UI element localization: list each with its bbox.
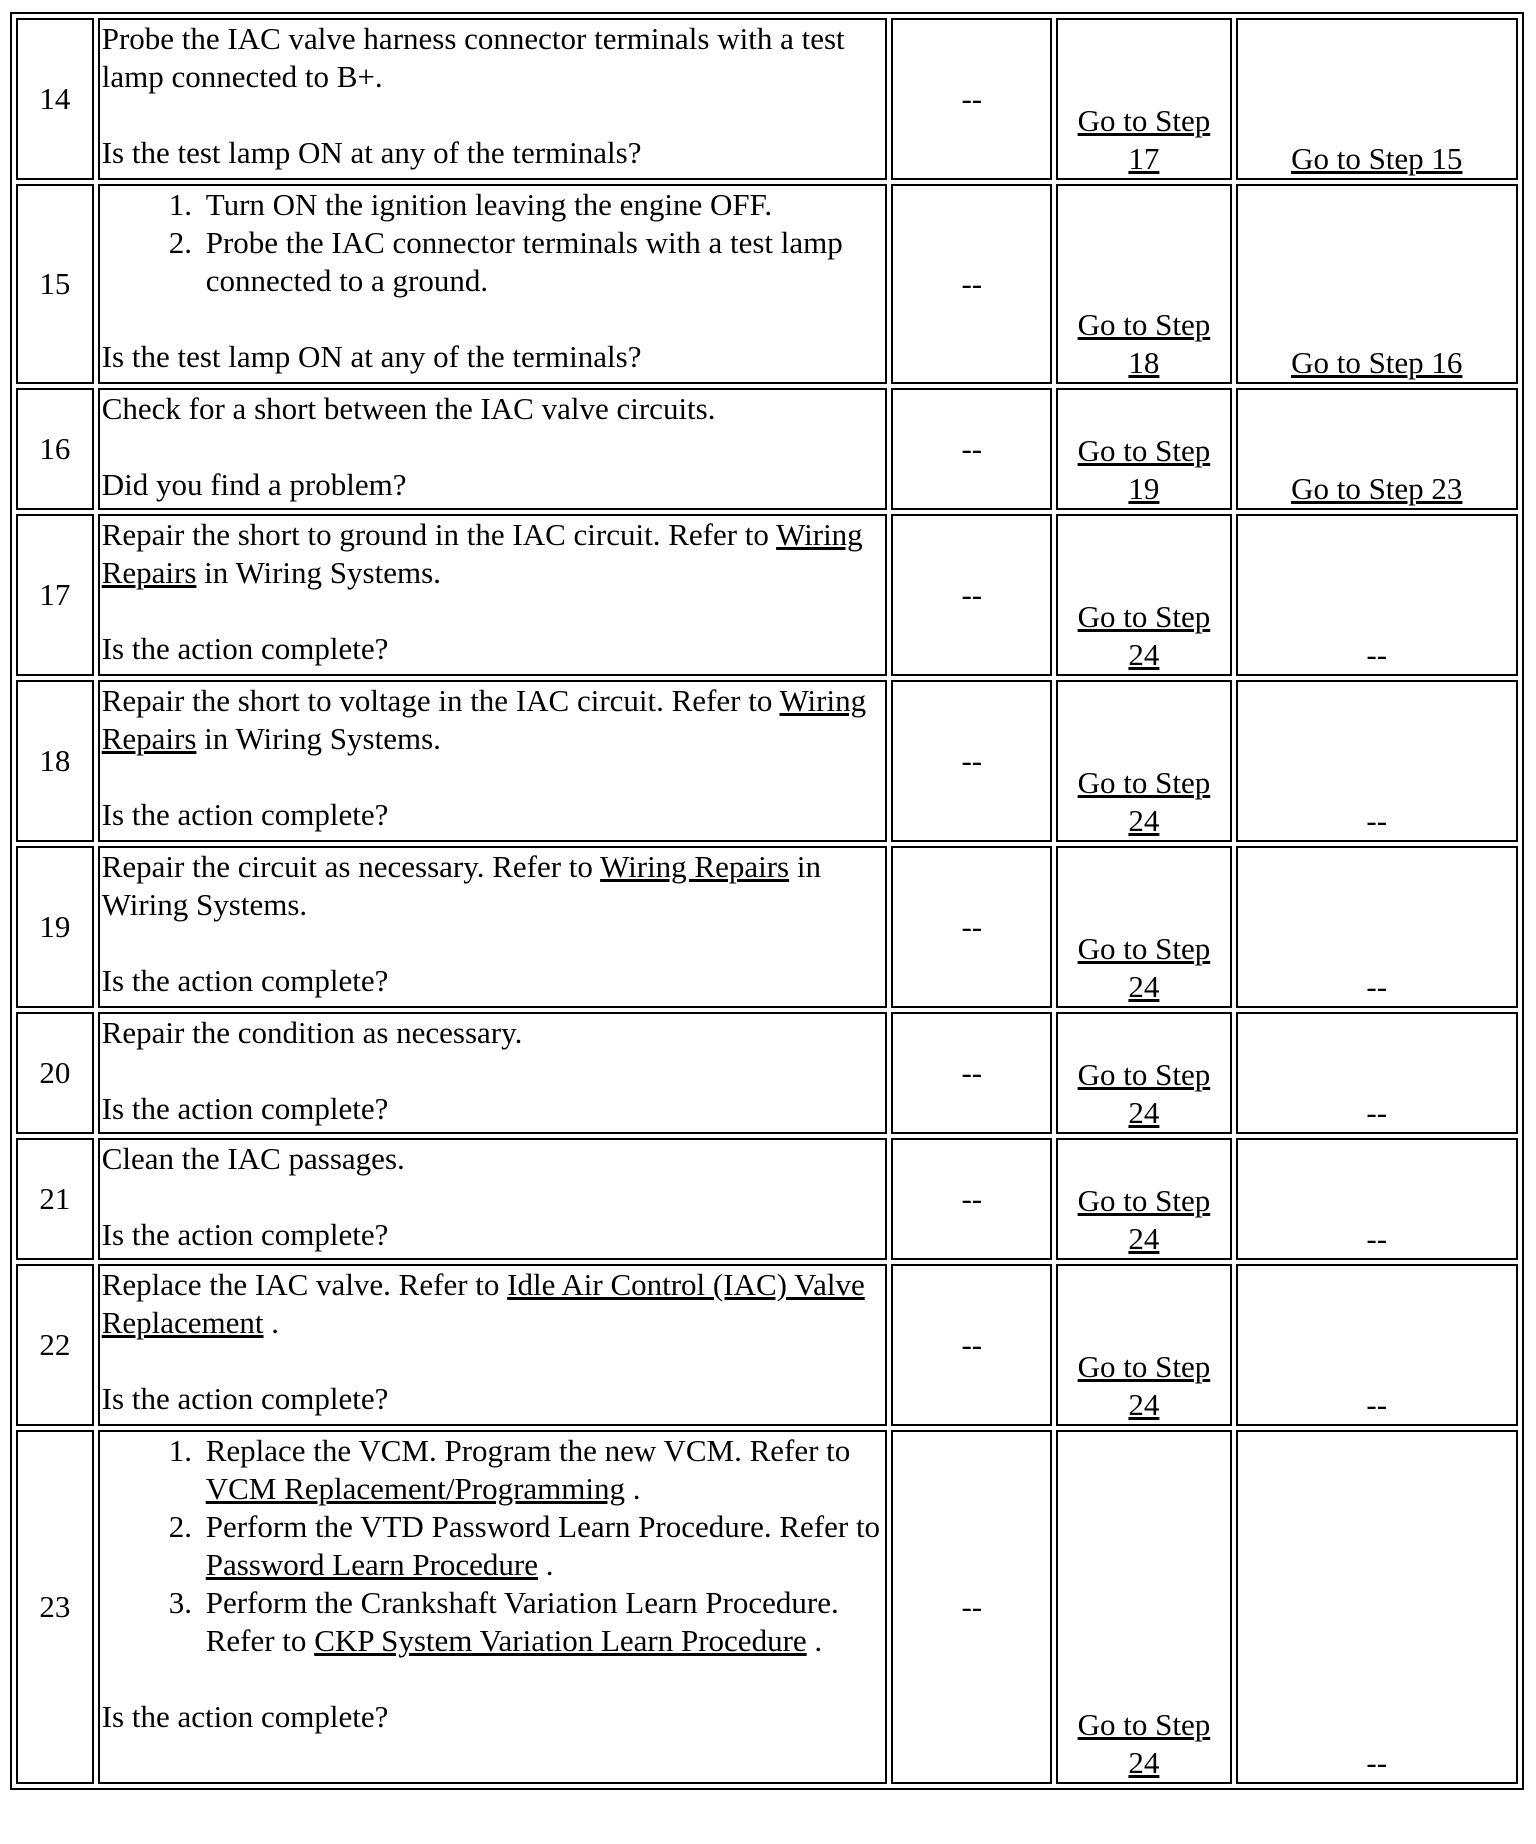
question-text: Is the action complete? <box>101 797 389 832</box>
question-text: Did you find a problem? <box>101 467 407 502</box>
list-item: 2. Probe the IAC connector terminals with a test lamp connected to a ground. <box>200 224 884 300</box>
yes-cell <box>1056 18 1231 180</box>
action-cell <box>98 388 888 510</box>
yes-cell <box>1056 514 1231 676</box>
action-cell <box>98 1264 888 1426</box>
table-row <box>16 18 1518 180</box>
question-text: Is the test lamp ON at any of the terminals? <box>101 135 642 170</box>
yes-link[interactable]: Go to Step 24 <box>1077 931 1211 1004</box>
no-cell: -- <box>1236 1138 1518 1260</box>
yes-cell <box>1056 184 1231 384</box>
question-text: Is the action complete? <box>101 1381 389 1416</box>
wiring-repairs-link[interactable]: Wiring Repairs <box>101 517 863 590</box>
step-number: 21 <box>16 1138 94 1260</box>
wiring-repairs-link[interactable]: Wiring Repairs <box>101 683 867 756</box>
yes-link[interactable]: Go to Step 17 <box>1077 103 1211 176</box>
yes-link[interactable]: Go to Step 24 <box>1077 1349 1211 1422</box>
action-list <box>102 1432 884 1660</box>
no-link[interactable]: Go to Step 16 <box>1291 345 1463 380</box>
ckp-variation-learn-link[interactable]: CKP System Variation Learn Procedure <box>314 1623 807 1658</box>
yes-cell <box>1056 846 1231 1008</box>
value-cell: -- <box>891 846 1052 1008</box>
question-text: Is the action complete? <box>101 963 389 998</box>
yes-link[interactable]: Go to Step 24 <box>1077 599 1211 672</box>
action-cell <box>98 680 888 842</box>
question-text: Is the action complete? <box>101 1217 389 1252</box>
table-row <box>16 1264 1518 1426</box>
no-cell: -- <box>1236 1012 1518 1134</box>
table-row <box>16 1012 1518 1134</box>
action-cell <box>98 1138 888 1260</box>
no-cell: -- <box>1236 1264 1518 1426</box>
no-cell <box>1236 388 1518 510</box>
yes-cell <box>1056 1138 1231 1260</box>
action-text: Repair the short to voltage in the IAC circuit. Refer to Wiring Repairs in Wiring Systems. <box>101 683 867 756</box>
yes-link[interactable]: Go to Step 18 <box>1077 307 1211 380</box>
no-cell: -- <box>1236 1430 1518 1784</box>
table-row <box>16 1138 1518 1260</box>
question-text: Is the test lamp ON at any of the terminals? <box>101 339 642 374</box>
question-text: Is the action complete? <box>101 631 389 666</box>
no-cell <box>1236 184 1518 384</box>
list-item: 1. Replace the VCM. Program the new VCM. Refer to VCM Replacement/Programming . <box>200 1432 884 1508</box>
step-number: 23 <box>16 1430 94 1784</box>
action-text: Repair the condition as necessary. <box>101 1015 523 1050</box>
action-text: Replace the IAC valve. Refer to Idle Air Control (IAC) Valve Replacement . <box>101 1267 865 1340</box>
step-number: 22 <box>16 1264 94 1426</box>
step-number: 17 <box>16 514 94 676</box>
yes-link[interactable]: Go to Step 24 <box>1077 1057 1211 1130</box>
action-text: Clean the IAC passages. <box>101 1141 405 1176</box>
step-number: 16 <box>16 388 94 510</box>
yes-cell <box>1056 680 1231 842</box>
list-item: 2. Perform the VTD Password Learn Procedure. Refer to Password Learn Procedure . <box>200 1508 884 1584</box>
yes-link[interactable]: Go to Step 24 <box>1077 765 1211 838</box>
question-text: Is the action complete? <box>101 1091 389 1126</box>
table-row <box>16 1430 1518 1784</box>
value-cell: -- <box>891 18 1052 180</box>
no-cell: -- <box>1236 514 1518 676</box>
action-cell <box>98 846 888 1008</box>
yes-link[interactable]: Go to Step 24 <box>1077 1183 1211 1256</box>
table-row <box>16 184 1518 384</box>
action-cell <box>98 514 888 676</box>
yes-cell <box>1056 1430 1231 1784</box>
no-cell: -- <box>1236 680 1518 842</box>
action-text: Repair the short to ground in the IAC circuit. Refer to Wiring Repairs in Wiring Systems. <box>101 517 863 590</box>
iac-valve-replacement-link[interactable]: Idle Air Control (IAC) Valve Replacement <box>101 1267 865 1340</box>
value-cell: -- <box>891 1138 1052 1260</box>
value-cell: -- <box>891 1430 1052 1784</box>
wiring-repairs-link[interactable]: Wiring Repairs <box>600 849 790 884</box>
value-cell: -- <box>891 514 1052 676</box>
list-item: 1. Turn ON the ignition leaving the engine OFF. <box>200 186 884 224</box>
action-cell <box>98 18 888 180</box>
diagnostic-steps-table <box>10 12 1524 1790</box>
step-number: 14 <box>16 18 94 180</box>
yes-link[interactable]: Go to Step 19 <box>1077 433 1211 506</box>
action-cell <box>98 1012 888 1134</box>
step-number: 20 <box>16 1012 94 1134</box>
action-text: Check for a short between the IAC valve circuits. <box>101 391 716 426</box>
no-cell: -- <box>1236 846 1518 1008</box>
step-number: 15 <box>16 184 94 384</box>
yes-cell <box>1056 388 1231 510</box>
yes-link[interactable]: Go to Step 24 <box>1077 1707 1211 1780</box>
table-row <box>16 388 1518 510</box>
value-cell: -- <box>891 1264 1052 1426</box>
value-cell: -- <box>891 680 1052 842</box>
action-text: Probe the IAC valve harness connector terminals with a test lamp connected to B+. <box>101 21 845 94</box>
no-link[interactable]: Go to Step 23 <box>1291 471 1463 506</box>
action-cell <box>98 1430 888 1784</box>
table-row <box>16 846 1518 1008</box>
step-number: 19 <box>16 846 94 1008</box>
action-list <box>102 186 884 300</box>
list-item: 3. Perform the Crankshaft Variation Learn Procedure. Refer to CKP System Variation Learn Procedure . <box>200 1584 884 1660</box>
no-cell <box>1236 18 1518 180</box>
action-text: Repair the circuit as necessary. Refer to Wiring Repairs in Wiring Systems. <box>101 849 821 922</box>
value-cell: -- <box>891 184 1052 384</box>
yes-cell <box>1056 1012 1231 1134</box>
value-cell: -- <box>891 1012 1052 1134</box>
yes-cell <box>1056 1264 1231 1426</box>
password-learn-link[interactable]: Password Learn Procedure <box>205 1547 538 1582</box>
step-number: 18 <box>16 680 94 842</box>
action-cell <box>98 184 888 384</box>
value-cell: -- <box>891 388 1052 510</box>
table-row <box>16 514 1518 676</box>
question-text: Is the action complete? <box>101 1699 389 1734</box>
table-row <box>16 680 1518 842</box>
vcm-replacement-link[interactable]: VCM Replacement/Programming <box>205 1471 626 1506</box>
no-link[interactable]: Go to Step 15 <box>1291 141 1463 176</box>
